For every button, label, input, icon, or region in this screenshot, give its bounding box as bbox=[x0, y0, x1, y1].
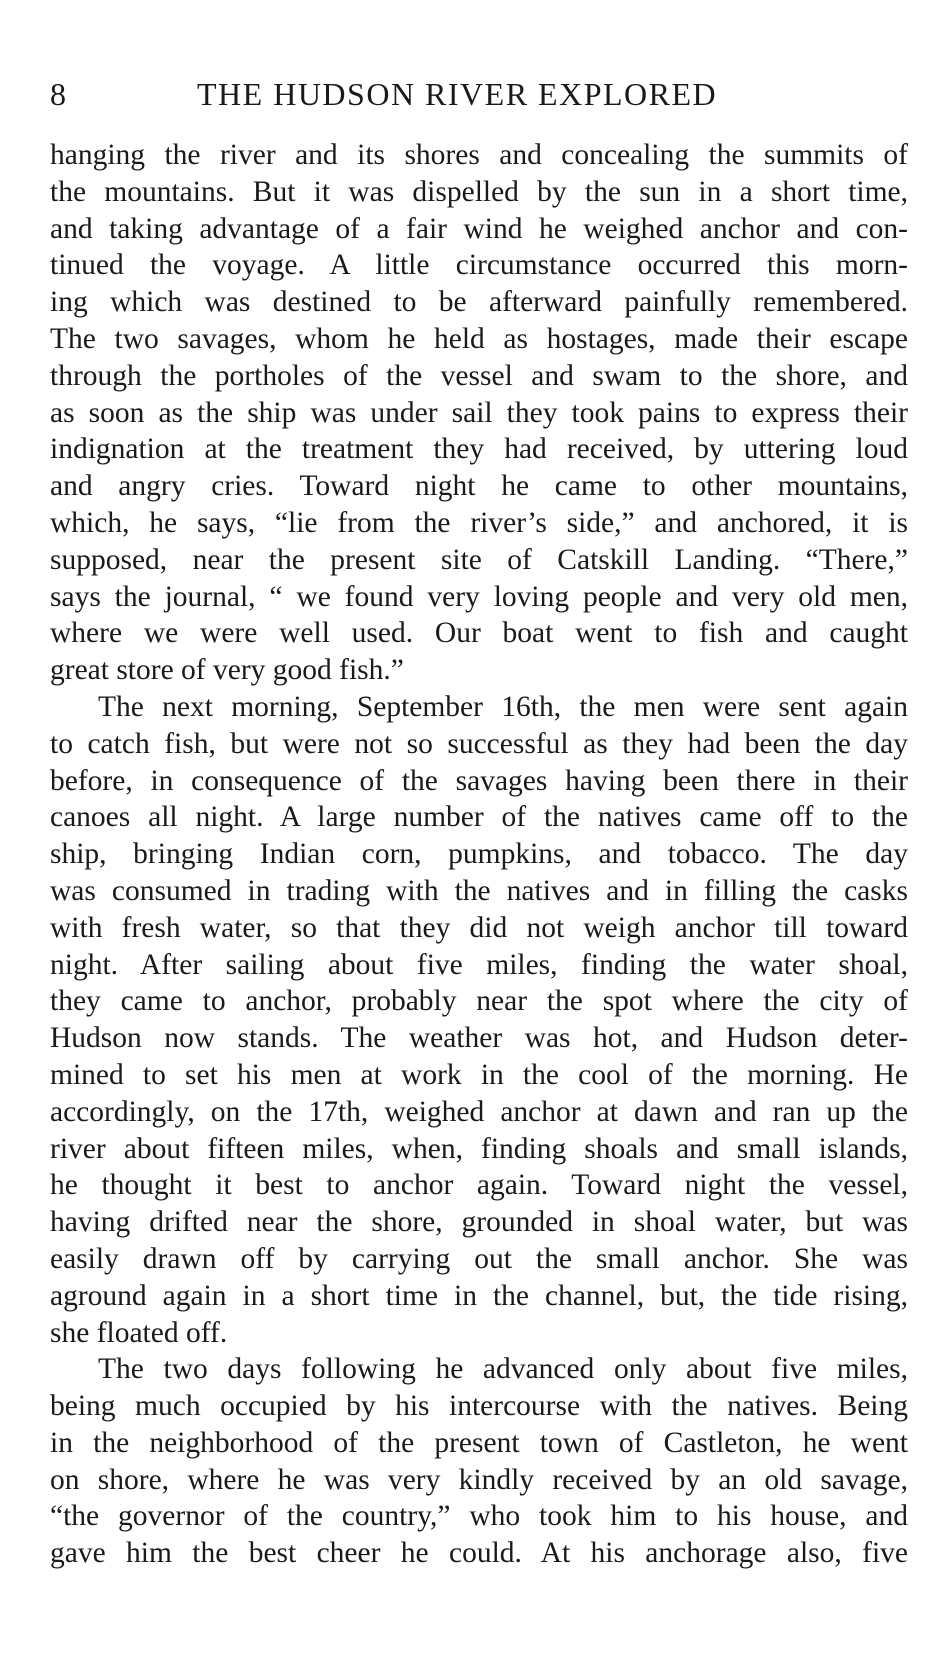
text-line: The next morning, September 16th, the men were sent again bbox=[98, 690, 908, 723]
text-line: where we were well used. Our boat went to fish and caught bbox=[50, 617, 908, 650]
text-line: accordingly, on the 17th, weighed anchor at dawn and ran up the bbox=[50, 1095, 908, 1128]
text-line: which, he says, “lie from the river’s side,” and anchored, it is bbox=[50, 506, 908, 539]
paragraph bbox=[50, 137, 908, 689]
text-line: as soon as the ship was under sail they took pains to express their bbox=[50, 396, 908, 429]
text-line: ing which was destined to be afterward painfully remembered. bbox=[50, 286, 908, 319]
text-line: and taking advantage of a fair wind he weighed anchor and con- bbox=[50, 212, 908, 245]
text-line: through the portholes of the vessel and swam to the shore, and bbox=[50, 359, 908, 392]
text-line: says the journal, “ we found very loving people and very old men, bbox=[50, 580, 908, 613]
text-line: aground again in a short time in the channel, but, the tide rising, bbox=[50, 1279, 908, 1312]
text-line: before, in consequence of the savages having been there in their bbox=[50, 764, 908, 797]
book-page bbox=[50, 0, 908, 1666]
text-line: the mountains. But it was dispelled by the sun in a short time, bbox=[50, 175, 908, 208]
text-line: having drifted near the shore, grounded in shoal water, but was bbox=[50, 1206, 908, 1239]
paragraph bbox=[50, 1351, 908, 1572]
text-line: he thought it best to anchor again. Toward night the vessel, bbox=[50, 1169, 908, 1202]
text-line: great store of very good fish.” bbox=[50, 654, 404, 687]
text-line: canoes all night. A large number of the natives came off to the bbox=[50, 801, 908, 834]
text-line: to catch fish, but were not so successful as they had been the day bbox=[50, 727, 908, 760]
text-line: hanging the river and its shores and concealing the summits of bbox=[50, 139, 908, 171]
text-line: mined to set his men at work in the cool of the morning. He bbox=[50, 1058, 908, 1091]
running-head bbox=[50, 72, 908, 122]
text-line: gave him the best cheer he could. At his anchorage also, five bbox=[50, 1537, 908, 1570]
text-line: she floated off. bbox=[50, 1316, 228, 1349]
text-line: tinued the voyage. A little circumstance occurred this morn- bbox=[50, 249, 908, 282]
body-text bbox=[50, 137, 908, 1572]
text-line: “the governor of the country,” who took him to his house, and bbox=[50, 1500, 908, 1533]
text-line: river about fifteen miles, when, finding shoals and small islands, bbox=[50, 1132, 908, 1165]
text-line: on shore, where he was very kindly received by an old savage, bbox=[50, 1463, 908, 1496]
text-line: ship, bringing Indian corn, pumpkins, and tobacco. The day bbox=[50, 838, 908, 871]
text-line: being much occupied by his intercourse with the natives. Being bbox=[50, 1390, 908, 1423]
text-line: in the neighborhood of the present town of Castleton, he went bbox=[50, 1426, 908, 1459]
text-line: with fresh water, so that they did not weigh anchor till toward bbox=[50, 911, 908, 944]
text-line: night. After sailing about five miles, finding the water shoal, bbox=[50, 948, 908, 981]
text-line: easily drawn off by carrying out the small anchor. She was bbox=[50, 1242, 908, 1275]
page-number: 8 bbox=[50, 76, 67, 112]
text-line: they came to anchor, probably near the spot where the city of bbox=[50, 985, 908, 1018]
text-line: and angry cries. Toward night he came to other mountains, bbox=[50, 470, 908, 503]
text-line: The two days following he advanced only about five miles, bbox=[98, 1353, 908, 1386]
text-line: indignation at the treatment they had received, by uttering loud bbox=[50, 433, 908, 466]
text-line: was consumed in trading with the natives and in filling the casks bbox=[50, 874, 908, 907]
text-line: The two savages, whom he held as hostages, made their escape bbox=[50, 322, 908, 355]
paragraph bbox=[50, 689, 908, 1351]
text-line: Hudson now stands. The weather was hot, and Hudson deter- bbox=[50, 1022, 908, 1055]
running-title: THE HUDSON RIVER EXPLORED bbox=[197, 76, 718, 112]
text-line: supposed, near the present site of Catskill Landing. “There,” bbox=[50, 543, 908, 576]
